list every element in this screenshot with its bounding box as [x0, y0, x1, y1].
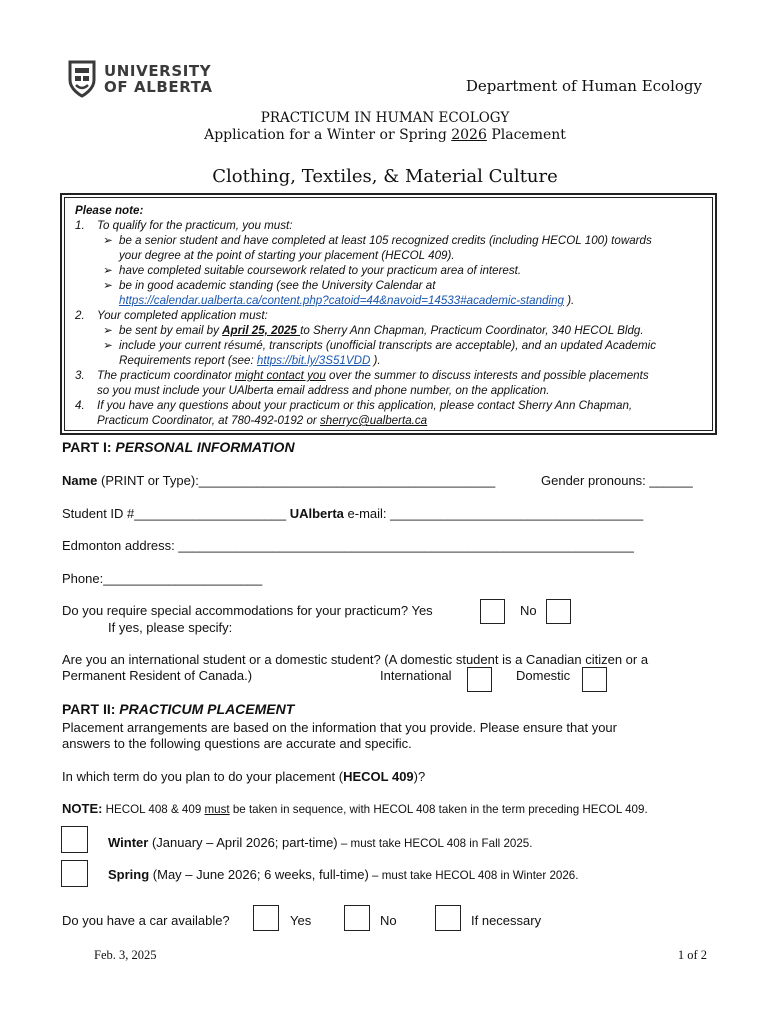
coordinator-email[interactable]: sherryc@ualberta.ca [319, 414, 428, 427]
note-item-4-cont: Practicum Coordinator, at 780-492-0192 or sherryc@ualberta.ca [97, 414, 428, 427]
accommodations-no-label: No [520, 603, 537, 618]
calendar-link[interactable]: https://calendar.ualberta.ca/content.php?catoid=44&navoid=14533#academic-standing [119, 294, 564, 307]
car-yes-checkbox[interactable] [253, 905, 279, 931]
requirements-link[interactable]: https://bit.ly/3S51VDD [256, 354, 371, 367]
note-item-4: 4. If you have any questions about your practicum or this application, please contact Sherry Ann Chapman, [75, 399, 633, 412]
note-item-2: 2. Your completed application must: [75, 309, 268, 322]
name-field[interactable]: Name (PRINT or Type):_________________________________________ [62, 473, 496, 488]
accommodations-question: Do you require special accommodations for your practicum? Yes [62, 603, 433, 618]
arrow-bullet-icon: ➢ [103, 264, 113, 277]
doc-title: PRACTICUM IN HUMAN ECOLOGY [260, 110, 510, 126]
note-item-2b-cont: Requirements report (see: https://bit.ly/3S51VDD ). [119, 354, 381, 367]
student-id-field[interactable]: Student ID #_____________________ UAlberta e-mail: ___________________________________ [62, 506, 644, 521]
note-item-3-cont: so you must include your UAlberta email address and phone number, on the application. [97, 384, 550, 397]
note-item-1b: ➢ have completed suitable coursework related to your practicum area of interest. [75, 263, 702, 278]
international-checkbox[interactable] [467, 667, 492, 692]
sequence-note: NOTE: HECOL 408 & 409 must be taken in sequence, with HECOL 408 taken in the term preceding HECOL 409. [62, 801, 648, 816]
note-item-3: 3. The practicum coordinator might contact you over the summer to discuss interests and possible placements [75, 369, 649, 382]
logo-line2: OF ALBERTA [104, 78, 213, 96]
deadline-date: April 25, 2025 [222, 324, 301, 337]
note-item-1a: ➢ be a senior student and have completed at least 105 recognized credits (including HECOL 100) towards [75, 233, 702, 248]
note-box [60, 193, 717, 435]
note-heading: Please note: [75, 204, 144, 217]
note-item-2b: ➢ include your current résumé, transcripts (unofficial transcripts are acceptable), and an updated Academic [75, 338, 702, 353]
part1-heading: PART I: PERSONAL INFORMATION [62, 439, 295, 455]
note-item-1c: ➢ be in good academic standing (see the University Calendar at [75, 278, 702, 293]
specify-label: If yes, please specify: [108, 620, 233, 635]
page-number: 1 of 2 [677, 948, 707, 962]
car-no-label: No [380, 913, 397, 928]
accommodations-yes-checkbox[interactable] [480, 599, 505, 624]
footer-date: Feb. 3, 2025 [94, 948, 157, 962]
department-name: Department of Human Ecology [465, 77, 702, 95]
note-item-2a: ➢ be sent by email by April 25, 2025 to Sherry Ann Chapman, Practicum Coordinator, 340 HECOL Bldg. [75, 323, 702, 338]
domestic-label: Domestic [516, 668, 571, 683]
part2-heading: PART II: PRACTICUM PLACEMENT [62, 701, 295, 717]
car-yes-label: Yes [290, 913, 312, 928]
doc-title-2: Application for a Winter or Spring 2026 Placement [204, 127, 566, 143]
student-type-question-cont: Permanent Resident of Canada.) [62, 668, 253, 683]
edmonton-address-field[interactable]: Edmonton address: _______________________________________________________________ [62, 538, 634, 553]
international-label: International [380, 668, 452, 683]
note-item-1: 1. To qualify for the practicum, you must: [75, 219, 293, 232]
arrow-bullet-icon: ➢ [103, 234, 113, 247]
term-question: In which term do you plan to do your placement (HECOL 409)? [62, 769, 426, 784]
university-logo [68, 60, 213, 98]
car-no-checkbox[interactable] [344, 905, 370, 931]
placement-intro: Placement arrangements are based on the information that you provide. Please ensure that your [62, 720, 617, 735]
car-question: Do you have a car available? [62, 913, 230, 928]
note-item-1c-cont: https://calendar.ualberta.ca/content.php?catoid=44&navoid=14533#academic-standing ). [119, 294, 575, 307]
placement-intro-cont: answers to the following questions are accurate and specific. [62, 736, 412, 751]
car-if-necessary-checkbox[interactable] [435, 905, 461, 931]
winter-checkbox[interactable] [61, 826, 88, 853]
note-item-1a-cont: your degree at the point of starting your placement (HECOL 409). [119, 249, 455, 262]
arrow-bullet-icon: ➢ [103, 339, 113, 352]
logo-wordmark [104, 63, 213, 95]
spring-checkbox[interactable] [61, 860, 88, 887]
winter-option: Winter (January – April 2026; part-time) – must take HECOL 408 in Fall 2025. [108, 835, 533, 850]
logo-line1: UNIVERSITY [104, 62, 212, 80]
spring-option: Spring (May – June 2026; 6 weeks, full-time) – must take HECOL 408 in Winter 2026. [108, 867, 579, 882]
domestic-checkbox[interactable] [582, 667, 607, 692]
accommodations-no-checkbox[interactable] [546, 599, 571, 624]
crest-icon [68, 60, 96, 98]
phone-field[interactable]: Phone:______________________ [62, 571, 263, 586]
gender-pronouns-field[interactable]: Gender pronouns: ______ [541, 473, 693, 488]
arrow-bullet-icon: ➢ [103, 324, 113, 337]
car-if-necessary-label: If necessary [471, 913, 542, 928]
student-type-question: Are you an international student or a domestic student? (A domestic student is a Canadian citizen or a [62, 652, 649, 667]
doc-subtitle: Clothing, Textiles, & Material Culture [212, 166, 558, 187]
arrow-bullet-icon: ➢ [103, 279, 113, 292]
